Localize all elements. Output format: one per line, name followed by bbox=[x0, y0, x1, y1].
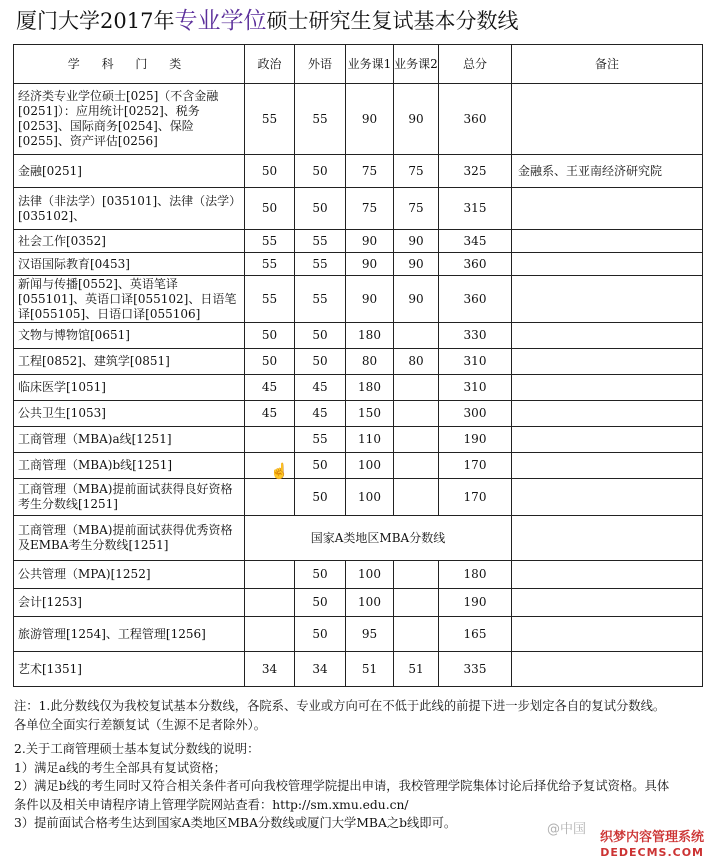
title-highlight: 专业学位 bbox=[174, 8, 267, 34]
cell-foreign: 50 bbox=[295, 155, 346, 188]
table-row bbox=[14, 479, 703, 516]
cell-course2: 90 bbox=[394, 84, 439, 155]
cell-total: 360 bbox=[439, 276, 512, 323]
cell-subject: 法律（非法学）[035101]、法律（法学）[035102]、 bbox=[14, 188, 245, 230]
cell-subject: 艺术[1351] bbox=[14, 652, 245, 687]
cell-course2 bbox=[394, 401, 439, 427]
cell-subject: 工程[0852]、建筑学[0851] bbox=[14, 349, 245, 375]
cell-course2 bbox=[394, 617, 439, 652]
cell-course1: 90 bbox=[346, 253, 394, 276]
cell-course2 bbox=[394, 479, 439, 516]
cell-remark bbox=[512, 84, 703, 155]
cell-total: 300 bbox=[439, 401, 512, 427]
cell-course2: 90 bbox=[394, 253, 439, 276]
cell-remark bbox=[512, 375, 703, 401]
table-row bbox=[14, 516, 703, 561]
cell-course1: 80 bbox=[346, 349, 394, 375]
cell-remark bbox=[512, 323, 703, 349]
cell-total: 190 bbox=[439, 589, 512, 617]
cell-foreign: 55 bbox=[295, 84, 346, 155]
table-row bbox=[14, 561, 703, 589]
cell-foreign: 45 bbox=[295, 375, 346, 401]
note-line: 2.关于工商管理硕士基本复试分数线的说明： bbox=[14, 742, 260, 756]
cell-foreign: 50 bbox=[295, 453, 346, 479]
cell-subject: 工商管理（MBA)提前面试获得良好资格考生分数线[1251] bbox=[14, 479, 245, 516]
table-row bbox=[14, 427, 703, 453]
cell-foreign: 55 bbox=[295, 253, 346, 276]
header-total: 总分 bbox=[439, 45, 512, 84]
cell-total: 170 bbox=[439, 453, 512, 479]
table-row bbox=[14, 349, 703, 375]
cell-course2: 75 bbox=[394, 188, 439, 230]
cell-subject: 公共卫生[1053] bbox=[14, 401, 245, 427]
cell-course1: 110 bbox=[346, 427, 394, 453]
cell-course1: 51 bbox=[346, 652, 394, 687]
cell-subject: 新闻与传播[0552]、英语笔译[055101]、英语口译[055102]、日语笔译[055105]、日语口译[055106] bbox=[14, 276, 245, 323]
header-politics: 政治 bbox=[245, 45, 295, 84]
cell-politics: 50 bbox=[245, 155, 295, 188]
title-prefix: 厦门大学2017年 bbox=[16, 9, 175, 33]
header-row bbox=[14, 45, 703, 84]
cell-remark bbox=[512, 276, 703, 323]
watermark-line2: DEDECMS.COM bbox=[600, 846, 704, 859]
cell-politics: 50 bbox=[245, 188, 295, 230]
cell-foreign: 50 bbox=[295, 561, 346, 589]
cell-course1: 180 bbox=[346, 375, 394, 401]
cell-total: 170 bbox=[439, 479, 512, 516]
table-row bbox=[14, 155, 703, 188]
cell-total: 190 bbox=[439, 427, 512, 453]
page-title bbox=[16, 6, 518, 36]
cell-politics: 45 bbox=[245, 401, 295, 427]
cell-remark bbox=[512, 453, 703, 479]
table-row bbox=[14, 323, 703, 349]
cell-politics: 50 bbox=[245, 323, 295, 349]
cell-politics: 55 bbox=[245, 253, 295, 276]
cell-total: 345 bbox=[439, 230, 512, 253]
cell-course2: 75 bbox=[394, 155, 439, 188]
note-line: 条件以及相关申请程序请上管理学院网站查看：http://sm.xmu.edu.cn/ bbox=[14, 797, 409, 812]
cell-politics: 55 bbox=[245, 84, 295, 155]
cell-course2 bbox=[394, 375, 439, 401]
table-row bbox=[14, 84, 703, 155]
cell-total: 360 bbox=[439, 253, 512, 276]
cell-remark bbox=[512, 349, 703, 375]
watermark bbox=[546, 822, 704, 859]
cell-remark bbox=[512, 617, 703, 652]
cell-politics bbox=[245, 561, 295, 589]
cell-foreign: 50 bbox=[295, 617, 346, 652]
cell-subject: 临床医学[1051] bbox=[14, 375, 245, 401]
cell-politics: 55 bbox=[245, 230, 295, 253]
header-foreign: 外语 bbox=[295, 45, 346, 84]
table-row bbox=[14, 401, 703, 427]
cell-foreign: 55 bbox=[295, 427, 346, 453]
hand-pointer-icon: ☝ bbox=[270, 462, 289, 480]
cell-course2: 90 bbox=[394, 276, 439, 323]
cell-course1: 100 bbox=[346, 453, 394, 479]
cell-course2 bbox=[394, 323, 439, 349]
cell-foreign: 50 bbox=[295, 323, 346, 349]
cell-foreign: 55 bbox=[295, 276, 346, 323]
cell-total: 315 bbox=[439, 188, 512, 230]
cell-subject: 工商管理（MBA)提前面试获得优秀资格及EMBA考生分数线[1251] bbox=[14, 516, 245, 561]
cell-foreign: 45 bbox=[295, 401, 346, 427]
score-table bbox=[13, 44, 703, 687]
note-line: 1）满足a线的考生全部具有复试资格； bbox=[14, 760, 226, 775]
cell-subject: 社会工作[0352] bbox=[14, 230, 245, 253]
cell-foreign: 50 bbox=[295, 479, 346, 516]
cell-politics: 34 bbox=[245, 652, 295, 687]
cell-subject: 文物与博物馆[0651] bbox=[14, 323, 245, 349]
cell-course1: 90 bbox=[346, 230, 394, 253]
cell-course2 bbox=[394, 453, 439, 479]
cell-foreign: 50 bbox=[295, 349, 346, 375]
cell-politics: 55 bbox=[245, 276, 295, 323]
cell-course2: 80 bbox=[394, 349, 439, 375]
cell-course2 bbox=[394, 561, 439, 589]
cell-subject: 工商管理（MBA)a线[1251] bbox=[14, 427, 245, 453]
cell-subject: 经济类专业学位硕士[025]（不含金融[0251]）：应用统计[0252]、税务[0253]、国际商务[0254]、保险[0255]、资产评估[0256] bbox=[14, 84, 245, 155]
cell-remark bbox=[512, 188, 703, 230]
cell-remark bbox=[512, 561, 703, 589]
cell-subject: 工商管理（MBA)b线[1251] bbox=[14, 453, 245, 479]
table-row bbox=[14, 253, 703, 276]
cell-course2 bbox=[394, 589, 439, 617]
cell-course1: 150 bbox=[346, 401, 394, 427]
table-row bbox=[14, 652, 703, 687]
cell-politics: 50 bbox=[245, 349, 295, 375]
cell-remark bbox=[512, 253, 703, 276]
cell-course2 bbox=[394, 427, 439, 453]
cell-course1: 180 bbox=[346, 323, 394, 349]
cell-subject: 旅游管理[1254]、工程管理[1256] bbox=[14, 617, 245, 652]
table-row bbox=[14, 276, 703, 323]
weibo-watermark: @中国 bbox=[546, 822, 586, 837]
header-remark: 备注 bbox=[512, 45, 703, 84]
header-course1: 业务课1 bbox=[346, 45, 394, 84]
cell-course1: 100 bbox=[346, 479, 394, 516]
cell-remark bbox=[512, 401, 703, 427]
cell-remark bbox=[512, 230, 703, 253]
table-row bbox=[14, 188, 703, 230]
table-row bbox=[14, 375, 703, 401]
cell-total: 360 bbox=[439, 84, 512, 155]
cell-politics bbox=[245, 589, 295, 617]
cell-subject: 汉语国际教育[0453] bbox=[14, 253, 245, 276]
cell-total: 310 bbox=[439, 375, 512, 401]
note-line: 3）提前面试合格考生达到国家A类地区MBA分数线或厦门大学MBA之b线即可。 bbox=[14, 816, 457, 830]
cell-politics bbox=[245, 427, 295, 453]
cell-remark bbox=[512, 652, 703, 687]
cell-merged: 国家A类地区MBA分数线 bbox=[245, 516, 512, 561]
title-suffix: 硕士研究生复试基本分数线 bbox=[266, 9, 519, 33]
cell-course1: 75 bbox=[346, 188, 394, 230]
cell-remark bbox=[512, 516, 703, 561]
cell-remark bbox=[512, 589, 703, 617]
cell-total: 330 bbox=[439, 323, 512, 349]
notes bbox=[14, 697, 704, 833]
cell-subject: 公共管理（MPA)[1252] bbox=[14, 561, 245, 589]
cell-course1: 100 bbox=[346, 561, 394, 589]
cell-course2: 51 bbox=[394, 652, 439, 687]
cell-course1: 100 bbox=[346, 589, 394, 617]
note-line: 注：1.此分数线仅为我校复试基本分数线，各院系、专业或方向可在不低于此线的前提下进一步划定各自的复试分数线。 bbox=[14, 699, 666, 713]
cell-foreign: 50 bbox=[295, 589, 346, 617]
table-row bbox=[14, 589, 703, 617]
header-course2: 业务课2 bbox=[394, 45, 439, 84]
cell-subject: 金融[0251] bbox=[14, 155, 245, 188]
table-row bbox=[14, 230, 703, 253]
cell-total: 325 bbox=[439, 155, 512, 188]
cell-remark: 金融系、王亚南经济研究院 bbox=[512, 155, 703, 188]
cell-course1: 90 bbox=[346, 84, 394, 155]
watermark-line1: 织梦内容管理系统 bbox=[599, 830, 704, 845]
cell-course1: 75 bbox=[346, 155, 394, 188]
cell-politics bbox=[245, 617, 295, 652]
cell-foreign: 50 bbox=[295, 188, 346, 230]
cell-total: 180 bbox=[439, 561, 512, 589]
cell-total: 335 bbox=[439, 652, 512, 687]
note-line: 各单位全面实行差额复试（生源不足者除外）。 bbox=[14, 717, 267, 732]
cell-course2: 90 bbox=[394, 230, 439, 253]
cell-foreign: 34 bbox=[295, 652, 346, 687]
cell-politics bbox=[245, 479, 295, 516]
cell-course1: 95 bbox=[346, 617, 394, 652]
note-line: 2）满足b线的考生同时又符合相关条件者可向我校管理学院提出申请，我校管理学院集体讨论后择优给予复试资格。具体 bbox=[14, 779, 670, 793]
cell-remark bbox=[512, 427, 703, 453]
cell-course1: 90 bbox=[346, 276, 394, 323]
cell-remark bbox=[512, 479, 703, 516]
table-row bbox=[14, 617, 703, 652]
cell-foreign: 55 bbox=[295, 230, 346, 253]
cell-subject: 会计[1253] bbox=[14, 589, 245, 617]
cell-total: 165 bbox=[439, 617, 512, 652]
cell-total: 310 bbox=[439, 349, 512, 375]
header-subject: 学 科 门 类 bbox=[14, 45, 245, 84]
cell-politics: 45 bbox=[245, 375, 295, 401]
table-row bbox=[14, 453, 703, 479]
